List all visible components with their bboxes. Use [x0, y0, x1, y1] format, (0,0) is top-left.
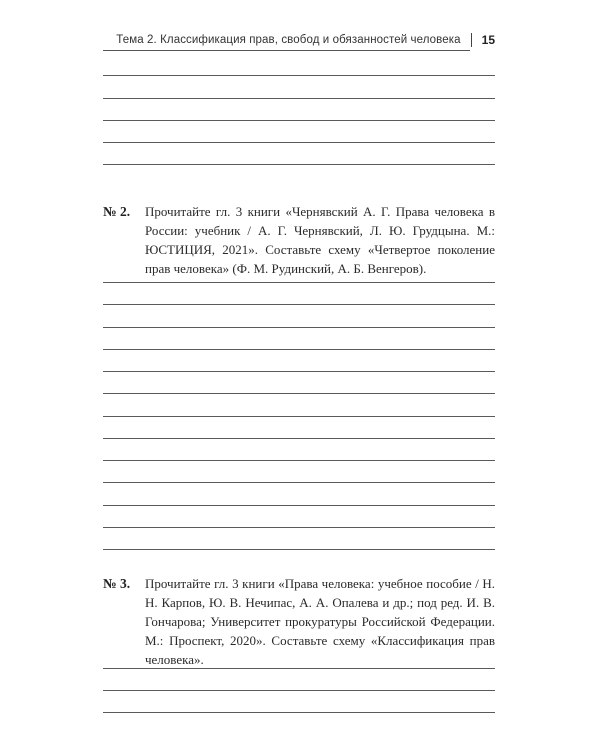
answer-line	[103, 98, 495, 99]
answer-line	[103, 164, 495, 165]
answer-line	[103, 527, 495, 528]
answer-line	[103, 505, 495, 506]
task-text: Прочитайте гл. 3 книги «Чернявский А. Г. Права человека в России: учебник / А. Г. Чернявский, Л. Ю. Грудцына. М.: ЮСТИЦИЯ, 2021». Составьте схему «Четвертое поколение прав человека» (Ф. М. Рудинский, А. Б. Венгеров).	[145, 204, 495, 276]
running-head	[103, 30, 495, 50]
task-3	[103, 574, 495, 669]
task-text: Прочитайте гл. 3 книги «Права человека: учебное пособие / Н. Н. Карпов, Ю. В. Нечипас, А. А. Опалева и др.; под ред. И. В. Гончарова; Университет прокуратуры Российской Федерации. М.: Проспект, 2020». Составьте схему «Классификация прав человека».	[145, 576, 495, 667]
answer-line	[103, 712, 495, 713]
answer-line	[103, 349, 495, 350]
answer-line	[103, 668, 495, 669]
answer-line	[103, 393, 495, 394]
page-number: 15	[481, 33, 495, 47]
answer-line	[103, 327, 495, 328]
answer-line	[103, 460, 495, 461]
answer-line	[103, 690, 495, 691]
answer-line	[103, 371, 495, 372]
answer-line	[103, 549, 495, 550]
answer-line	[103, 482, 495, 483]
task-number: № 2.	[103, 204, 131, 219]
task-number: № 3.	[103, 576, 131, 591]
chapter-title: Тема 2. Классификация прав, свобод и обязанностей человека	[116, 34, 461, 46]
answer-line	[103, 75, 495, 76]
answer-line	[103, 416, 495, 417]
task-2	[103, 202, 495, 278]
answer-line	[103, 438, 495, 439]
answer-line	[103, 120, 495, 121]
answer-line	[103, 142, 495, 143]
header-separator	[471, 33, 472, 47]
answer-line	[103, 282, 495, 283]
answer-line	[103, 304, 495, 305]
header-rule	[103, 50, 470, 51]
